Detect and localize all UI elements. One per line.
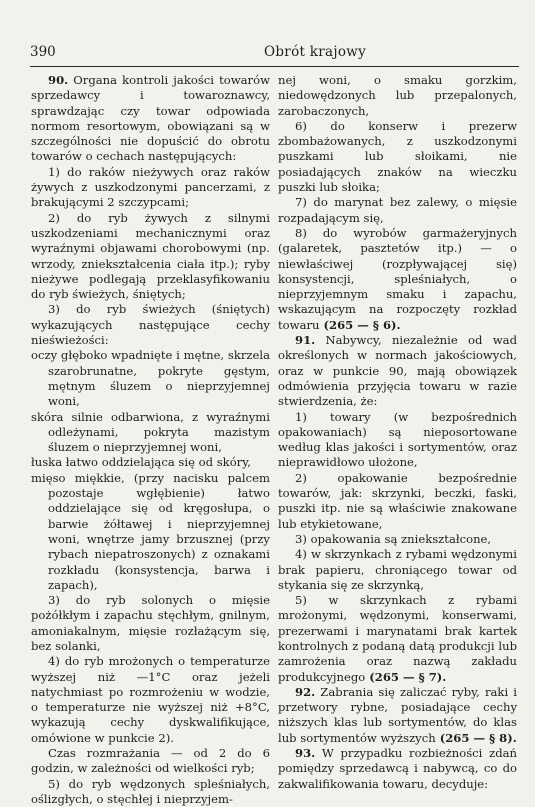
paragraph-text: 2) do ryb żywych z silnymi uszkodzeniami mechanicznymi oraz wyraźnymi objawami chorobowymi (np. wrzody, zniekształcenia ciała itp.); ryby nieżywe podlegają przeklasyfikowaniu do ryb świeżych, śniętych;: [31, 210, 270, 302]
left-column: [31, 73, 270, 807]
paragraph: [31, 471, 270, 593]
paragraph: [31, 73, 270, 165]
paragraph-text: 1) towary (w bezpośrednich opakowaniach) są nieposortowane według klas jakości i sortymentów, oraz nieprawidłowo ułożone,: [278, 409, 517, 470]
paragraph-text: 3) do ryb solonych o mięsie pożółkłym i zapachu stęchłym, gnilnym, amoniakalnym, mięsie rozłażącym się, bez solanki,: [31, 593, 270, 653]
paragraph: [278, 547, 517, 593]
paragraph: [278, 73, 517, 119]
paragraph: [31, 165, 270, 211]
paragraph: [278, 746, 517, 792]
paragraph-text: skóra silnie odbarwiona, z wyraźnymi odleżynami, pokryta mazistym śluzem o nieprzyjemnej woni,: [31, 409, 270, 455]
paragraph-text: W przypadku rozbieżności zdań pomiędzy sprzedawcą i nabywcą, co do zakwalifikowania towaru, decyduje:: [278, 746, 517, 791]
paragraph-text: mięso miękkie, (przy nacisku palcem pozostaje wgłębienie) łatwo oddzielające się od kręgosłupa, o barwie żółtawej i nieprzyjemnej woni, wnętrze jamy brzusznej (przy rybach niepatroszonych) z oznakami rozkładu (konsystencja, barwa i zapach),: [31, 470, 270, 592]
paragraph: [278, 471, 517, 532]
paragraph: [278, 195, 517, 226]
paragraph-text: 4) w skrzynkach z rybami wędzonymi brak papieru, chroniącego towar od stykania się ze skrzynką,: [278, 547, 517, 592]
paragraph-text: oczy głęboko wpadnięte i mętne, skrzela szarobrunatne, pokryte gęstym, mętnym śluzem o nieprzyjemnej woni,: [31, 348, 270, 409]
paragraph: [31, 302, 270, 348]
paragraph-text: 8) do wyrobów garmażeryjnych (galaretek, pasztetów itp.) — o niewłaściwej (rozpływającej się) konsystencji, spleśniałych, o nieprzyjemnym smaku i zapachu, wskazującym na rozpoczęty rozkład towaru: [278, 225, 517, 332]
paragraph: [278, 226, 517, 333]
paragraph-text: 4) do ryb mrożonych o temperaturze wyższej niż —1°C oraz jeżeli natychmiast po rozmrożeniu w wodzie, o temperaturze nie wyższej niż +8°C, wykazują cechy dyskwalifikujące, omówione w punkcie 2).: [31, 654, 270, 745]
paragraph-text: Zabrania się zaliczać ryby, raki i przetwory rybne, posiadające cechy niższych klas lub sortymentów, do klas lub sortymentów wyższych: [278, 684, 517, 745]
page-number: 390: [30, 44, 56, 60]
paragraph-text: 7) do marynat bez zalewy, o mięsie rozpadającym się,: [278, 195, 517, 225]
paragraph-text: 5) w skrzynkach z rybami mrożonymi, wędzonymi, konserwami, prezerwami i marynatami brak kartek kontrolnych z podaną datą produkcji lub zamrożenia oraz nazwą zakładu produkcyjnego: [278, 593, 517, 684]
paragraph-number: 93.: [295, 746, 316, 761]
paragraph: [31, 593, 270, 654]
paragraph: [278, 532, 517, 547]
paragraph-text: 2) opakowanie bezpośrednie towarów, jak: skrzynki, beczki, faski, puszki itp. nie są właściwie znakowane lub etykietowane,: [278, 470, 517, 531]
paragraph-text: 6) do konserw i prezerw zbombażowanych, z uszkodzonymi puszkami lub słoikami, nie posiadających znaków na wieczku puszki lub słoika;: [278, 118, 517, 195]
legal-reference: (265 — § 8).: [435, 730, 517, 745]
paragraph-text: łuska łatwo oddzielająca się od skóry,: [31, 455, 251, 470]
paragraph-number: 91.: [295, 333, 316, 348]
paragraph-text: nej woni, o smaku gorzkim, niedowędzonych lub przepalonych, zarobaczonych,: [278, 73, 517, 118]
paragraph: [31, 455, 270, 470]
legal-reference: (265 — § 7).: [365, 669, 447, 684]
paragraph: [31, 348, 270, 409]
paragraph-text: 3) opakowania są zniekształcone,: [295, 531, 492, 546]
paragraph: [278, 333, 517, 409]
header-rule: [30, 66, 519, 67]
paragraph: [278, 593, 517, 685]
paragraph-number: 92.: [295, 684, 316, 699]
right-column: [278, 73, 517, 792]
paragraph-text: 1) do raków nieżywych oraz raków żywych z uszkodzonymi pancerzami, z brakującymi 2 szczypcami;: [31, 164, 270, 210]
running-title: Obrót krajowy: [264, 44, 367, 60]
paragraph: [278, 410, 517, 471]
paragraph-text: Nabywcy, niezależnie od wad określonych w normach jakościowych, oraz w punkcie 90, mają obowiązek odmówienia przyjęcia towaru w razie stwierdzenia, że:: [278, 333, 517, 409]
legal-reference: (265 — § 6).: [319, 317, 401, 332]
page-header: [30, 44, 519, 62]
paragraph-text: Organa kontroli jakości towarów sprzedawcy i towaroznawcy, sprawdzając czy towar odpowiada normom resortowym, obowiązani są w szczególności nie dopuścić do obrotu towarów o cechach następujących:: [31, 73, 270, 164]
paragraph-text: 5) do ryb wędzonych spleśniałych, oślizgłych, o stęchłej i nieprzyjem-: [31, 776, 270, 806]
paragraph-number: 90.: [48, 73, 69, 87]
paragraph: [31, 211, 270, 303]
paragraph-text: 3) do ryb świeżych (śniętych) wykazujących następujące cechy nieświeżości:: [31, 302, 270, 348]
paragraph: [31, 746, 270, 777]
paragraph: [31, 777, 270, 807]
paragraph: [278, 685, 517, 746]
paragraph: [31, 654, 270, 746]
paragraph: [31, 410, 270, 456]
paragraph: [278, 119, 517, 195]
paragraph-text: Czas rozmrażania — od 2 do 6 godzin, w zależności od wielkości ryb;: [31, 746, 270, 776]
